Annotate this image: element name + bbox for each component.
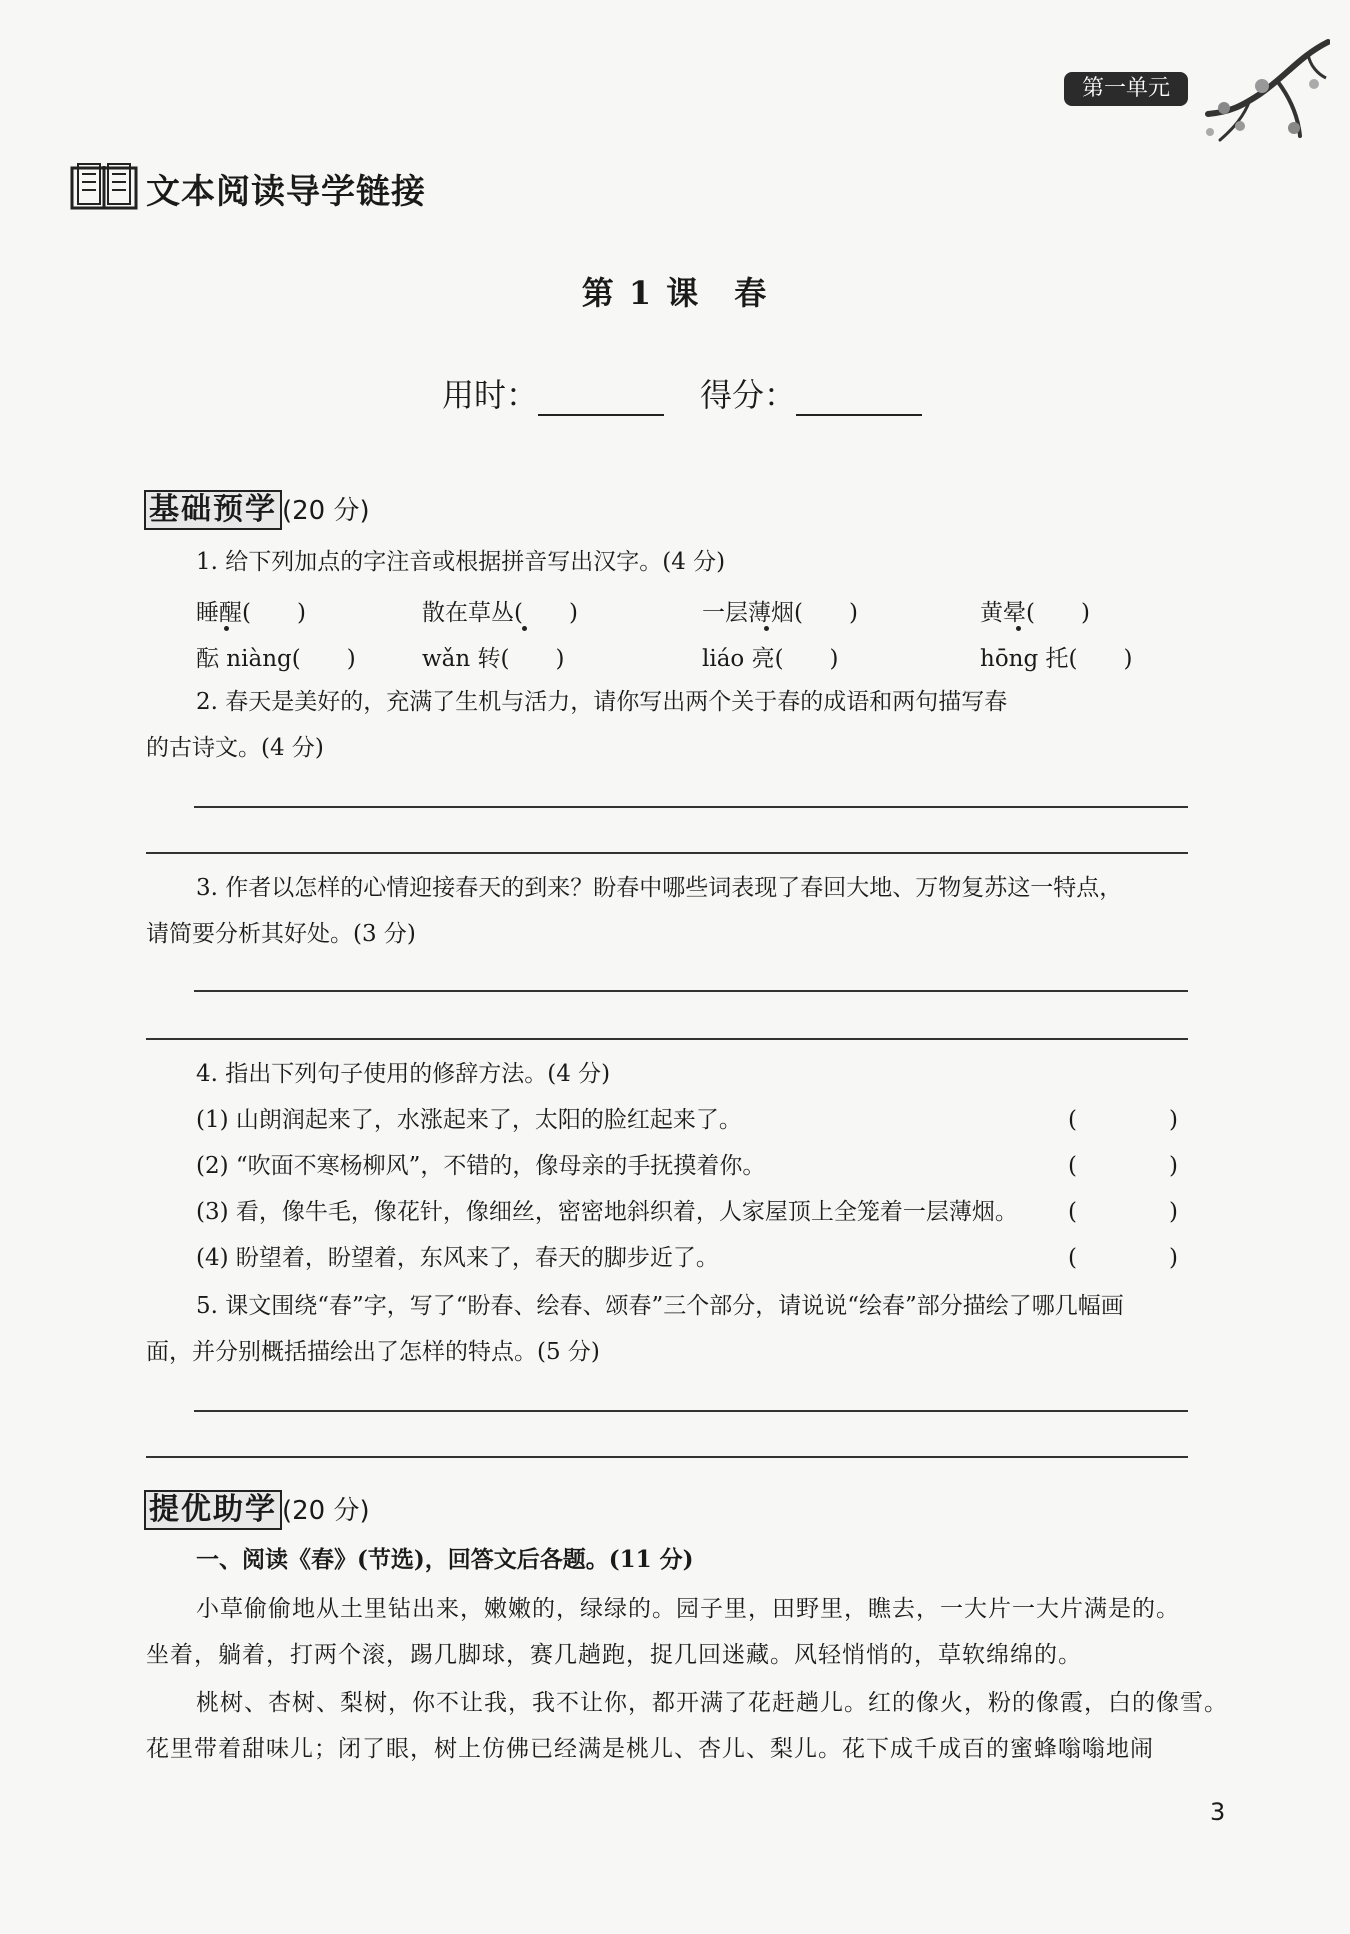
q4-answer-paren-2[interactable]: ( ): [1068, 1153, 1178, 1179]
section-basic-score: (20 分): [282, 496, 370, 526]
section-basic-title: 基础预学: [144, 490, 282, 530]
answer-line[interactable]: [146, 1038, 1188, 1040]
reading-task: 一、阅读《春》(节选)，回答文后各题。(11 分): [196, 1546, 694, 1573]
time-score-row: [442, 370, 922, 416]
answer-line[interactable]: [194, 1410, 1188, 1412]
passage-line-2: 坐着，躺着，打两个滚，踢几脚球，赛几趟跑，捉几回迷藏。风轻悄悄的，草软绵绵的。: [146, 1642, 1082, 1668]
time-label: 用时：: [442, 376, 539, 414]
question-5-line-1: 5. 课文围绕“春”字，写了“盼春、绘春、颂春”三个部分，请说说“绘春”部分描绘了哪几幅画: [196, 1293, 1124, 1319]
q4-answer-paren-3[interactable]: ( ): [1068, 1199, 1178, 1225]
q4-answer-paren-4[interactable]: ( ): [1068, 1245, 1178, 1271]
section-basic-header: [144, 490, 370, 530]
q4-item-3: (3) 看，像牛毛，像花针，像细丝，密密地斜织着，人家屋顶上全笼着一层薄烟。: [196, 1199, 1018, 1225]
question-2-line-2: 的古诗文。(4 分): [146, 735, 324, 761]
section-advanced-score: (20 分): [282, 1496, 370, 1526]
page-number: 3: [1210, 1798, 1226, 1826]
question-4: 4. 指出下列句子使用的修辞方法。(4 分): [196, 1061, 611, 1087]
q4-item-2: (2) “吹面不寒杨柳风”，不错的，像母亲的手抚摸着你。: [196, 1153, 766, 1179]
q1-item-4: 黄晕( ): [980, 600, 1090, 626]
section-advanced-title: 提优助学: [144, 1490, 282, 1530]
section-advanced-header: [144, 1490, 370, 1530]
emphasis-dot: [1016, 626, 1021, 631]
q1-item-5: 酝 niàng( ): [196, 646, 356, 672]
passage-line-4: 花里带着甜味儿；闭了眼，树上仿佛已经满是桃儿、杏儿、梨儿。花下成千成百的蜜蜂嗡嗡地闹: [146, 1736, 1154, 1762]
answer-line[interactable]: [146, 1456, 1188, 1458]
emphasis-dot: [764, 626, 769, 631]
passage-line-3: 桃树、杏树、梨树，你不让我，我不让你，都开满了花赶趟儿。红的像火，粉的像霞，白的像雪。: [196, 1690, 1228, 1716]
passage-line-1: 小草偷偷地从土里钻出来，嫩嫩的，绿绿的。园子里，田野里，瞧去，一大片一大片满是的。: [196, 1596, 1180, 1622]
answer-line[interactable]: [146, 852, 1188, 854]
question-5-line-2: 面，并分别概括描绘出了怎样的特点。(5 分): [146, 1339, 600, 1365]
q1-item-7: liáo 亮( ): [702, 646, 839, 672]
question-2-line-1: 2. 春天是美好的，充满了生机与活力，请你写出两个关于春的成语和两句描写春: [196, 689, 1008, 715]
answer-line[interactable]: [194, 990, 1188, 992]
book-icon: [70, 162, 138, 210]
q4-answer-paren-1[interactable]: ( ): [1068, 1107, 1178, 1133]
emphasis-dot: [224, 626, 229, 631]
answer-line[interactable]: [194, 806, 1188, 808]
q1-item-6: wǎn 转( ): [422, 646, 565, 672]
time-blank[interactable]: [538, 384, 664, 416]
score-label: 得分：: [700, 376, 797, 414]
score-blank[interactable]: [796, 384, 922, 416]
question-3-line-2: 请简要分析其好处。(3 分): [146, 921, 416, 947]
q4-item-4: (4) 盼望着，盼望着，东风来了，春天的脚步近了。: [196, 1245, 719, 1271]
emphasis-dot: [522, 626, 527, 631]
q1-item-1: 睡醒( ): [196, 600, 306, 626]
q1-item-2: 散在草丛( ): [422, 600, 578, 626]
lesson-title: 第 1 课 春: [581, 274, 769, 312]
unit-badge: 第一单元: [1064, 72, 1188, 106]
question-1: 1. 给下列加点的字注音或根据拼音写出汉字。(4 分): [196, 549, 726, 575]
plum-branch-icon: [1190, 36, 1330, 154]
q1-item-3: 一层薄烟( ): [702, 600, 858, 626]
q4-item-1: (1) 山朗润起来了，水涨起来了，太阳的脸红起来了。: [196, 1107, 742, 1133]
q1-item-8: hōng 托( ): [980, 646, 1133, 672]
header-title: 文本阅读导学链接: [146, 172, 426, 212]
question-3-line-1: 3. 作者以怎样的心情迎接春天的到来？盼春中哪些词表现了春回大地、万物复苏这一特点，: [196, 875, 1123, 901]
